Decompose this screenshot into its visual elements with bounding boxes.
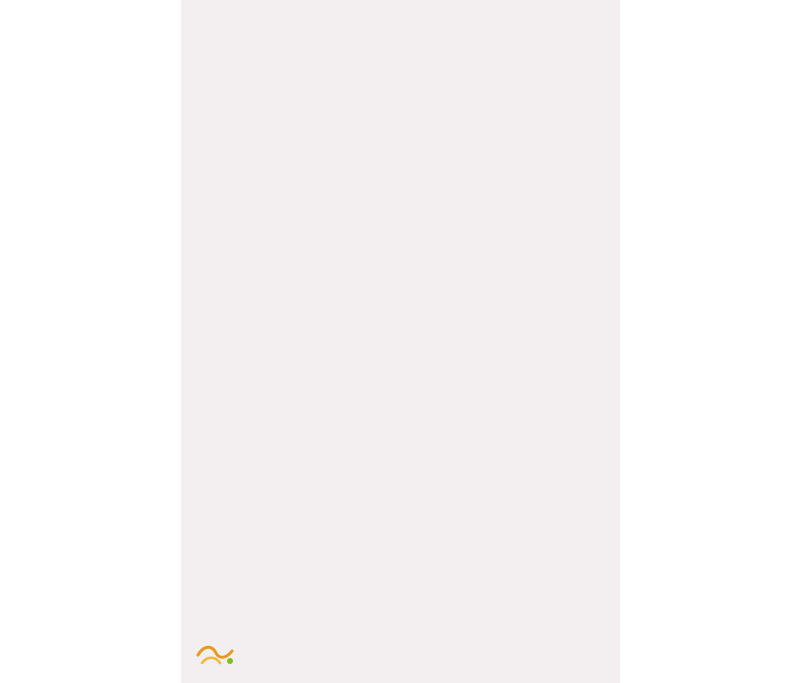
shop-logo	[196, 643, 286, 671]
section-heading	[211, 111, 581, 125]
book-page	[181, 0, 620, 683]
table-of-contents	[211, 111, 581, 125]
swirl-logo-icon	[196, 643, 236, 671]
